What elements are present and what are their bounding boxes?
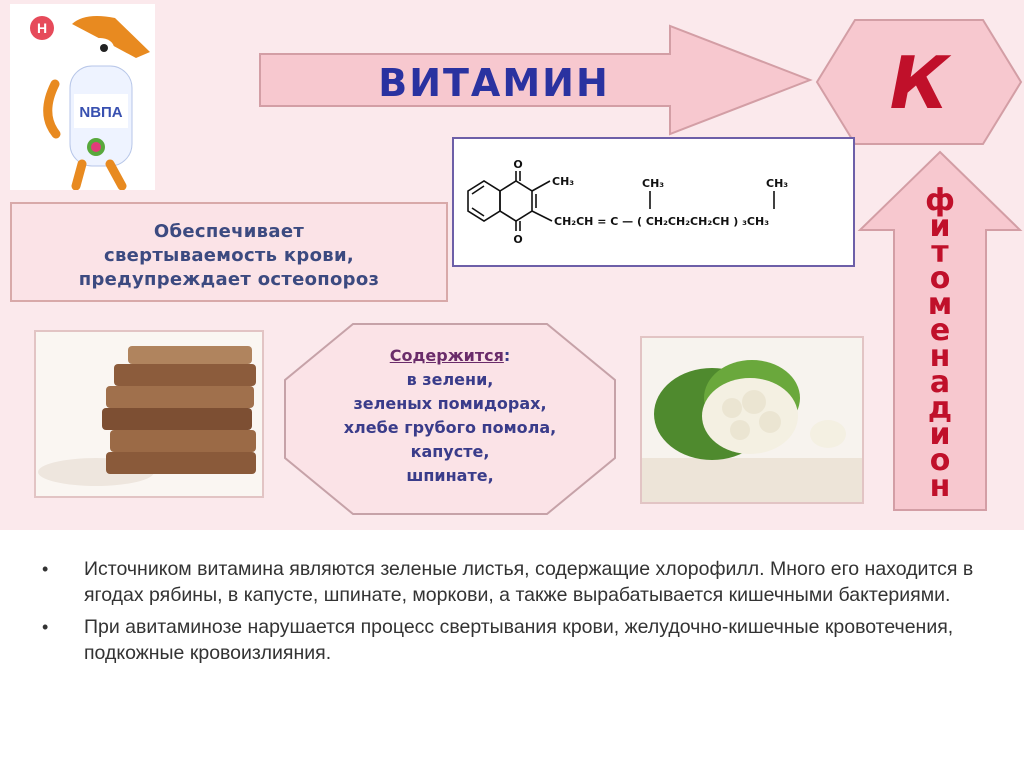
vitamin-letter-hexagon	[815, 18, 1023, 146]
side-letter: м	[927, 287, 953, 322]
source-item: капусте,	[410, 442, 490, 461]
side-letter: н	[929, 469, 951, 504]
side-letter: о	[929, 443, 951, 478]
function-line: предупреждает остеопороз	[78, 269, 380, 290]
sources-text: Содержится: в зелени, зеленых помидорах, хлебе грубого помола, капусте, шпинате,	[283, 344, 617, 488]
side-letter: н	[929, 339, 951, 374]
structural-formula	[452, 137, 855, 267]
oxygen-bottom: O	[513, 233, 523, 246]
function-line: свертываемость крови,	[103, 245, 355, 266]
side-letter: и	[929, 209, 951, 244]
source-item: хлебе грубого помола,	[343, 418, 557, 437]
source-item: зеленых помидорах,	[353, 394, 547, 413]
source-item: в зелени,	[406, 370, 494, 389]
side-letter: д	[927, 391, 953, 426]
function-box	[10, 202, 448, 302]
methyl-ring: CH₃	[552, 175, 575, 188]
title-text: ВИТАМИН	[378, 61, 610, 105]
side-letter: а	[929, 365, 951, 400]
title-arrow	[258, 24, 818, 136]
sources-octagon	[283, 322, 617, 516]
side-letter: т	[931, 235, 949, 270]
oxygen-top: O	[513, 158, 523, 171]
side-letter: и	[929, 417, 951, 452]
bottle-label: NBПА	[79, 104, 123, 121]
sources-header: Содержится	[389, 346, 504, 365]
methyl-branch-2: CH₃	[766, 177, 789, 190]
bullet-text: При авитаминозе нарушается процесс свертывания крови, желудочно-кишечные кровотечения, подкожные кровоизлияния.	[84, 616, 954, 664]
bullet-item	[40, 556, 1000, 608]
side-letter: ф	[925, 183, 955, 218]
methyl-branch-1: CH₃	[642, 177, 665, 190]
bullet-list	[40, 556, 1000, 672]
bullet-dot: •	[42, 617, 49, 637]
mascot-image	[10, 4, 155, 190]
side-letter: е	[929, 313, 951, 348]
cauliflower-photo	[640, 336, 864, 504]
function-line: Обеспечивает	[153, 221, 305, 242]
bullet-item	[40, 614, 1000, 666]
bullet-text: Источником витамина являются зеленые листья, содержащие хлорофилл. Много его находится в ягодах рябины, в капусте, шпинате, моркови, а также вырабатывается кишечными бактериями.	[84, 558, 974, 606]
side-letter: о	[929, 261, 951, 296]
side-chain: CH₂CH = C — ( CH₂CH₂CH₂CH ) ₃CH₃	[554, 215, 770, 228]
bullet-dot: •	[42, 559, 49, 579]
vitamin-letter: К	[889, 41, 949, 125]
badge-letter: H	[36, 20, 48, 36]
bread-slices	[102, 346, 256, 474]
source-item: шпинате,	[406, 466, 494, 485]
bread-photo	[34, 330, 264, 498]
